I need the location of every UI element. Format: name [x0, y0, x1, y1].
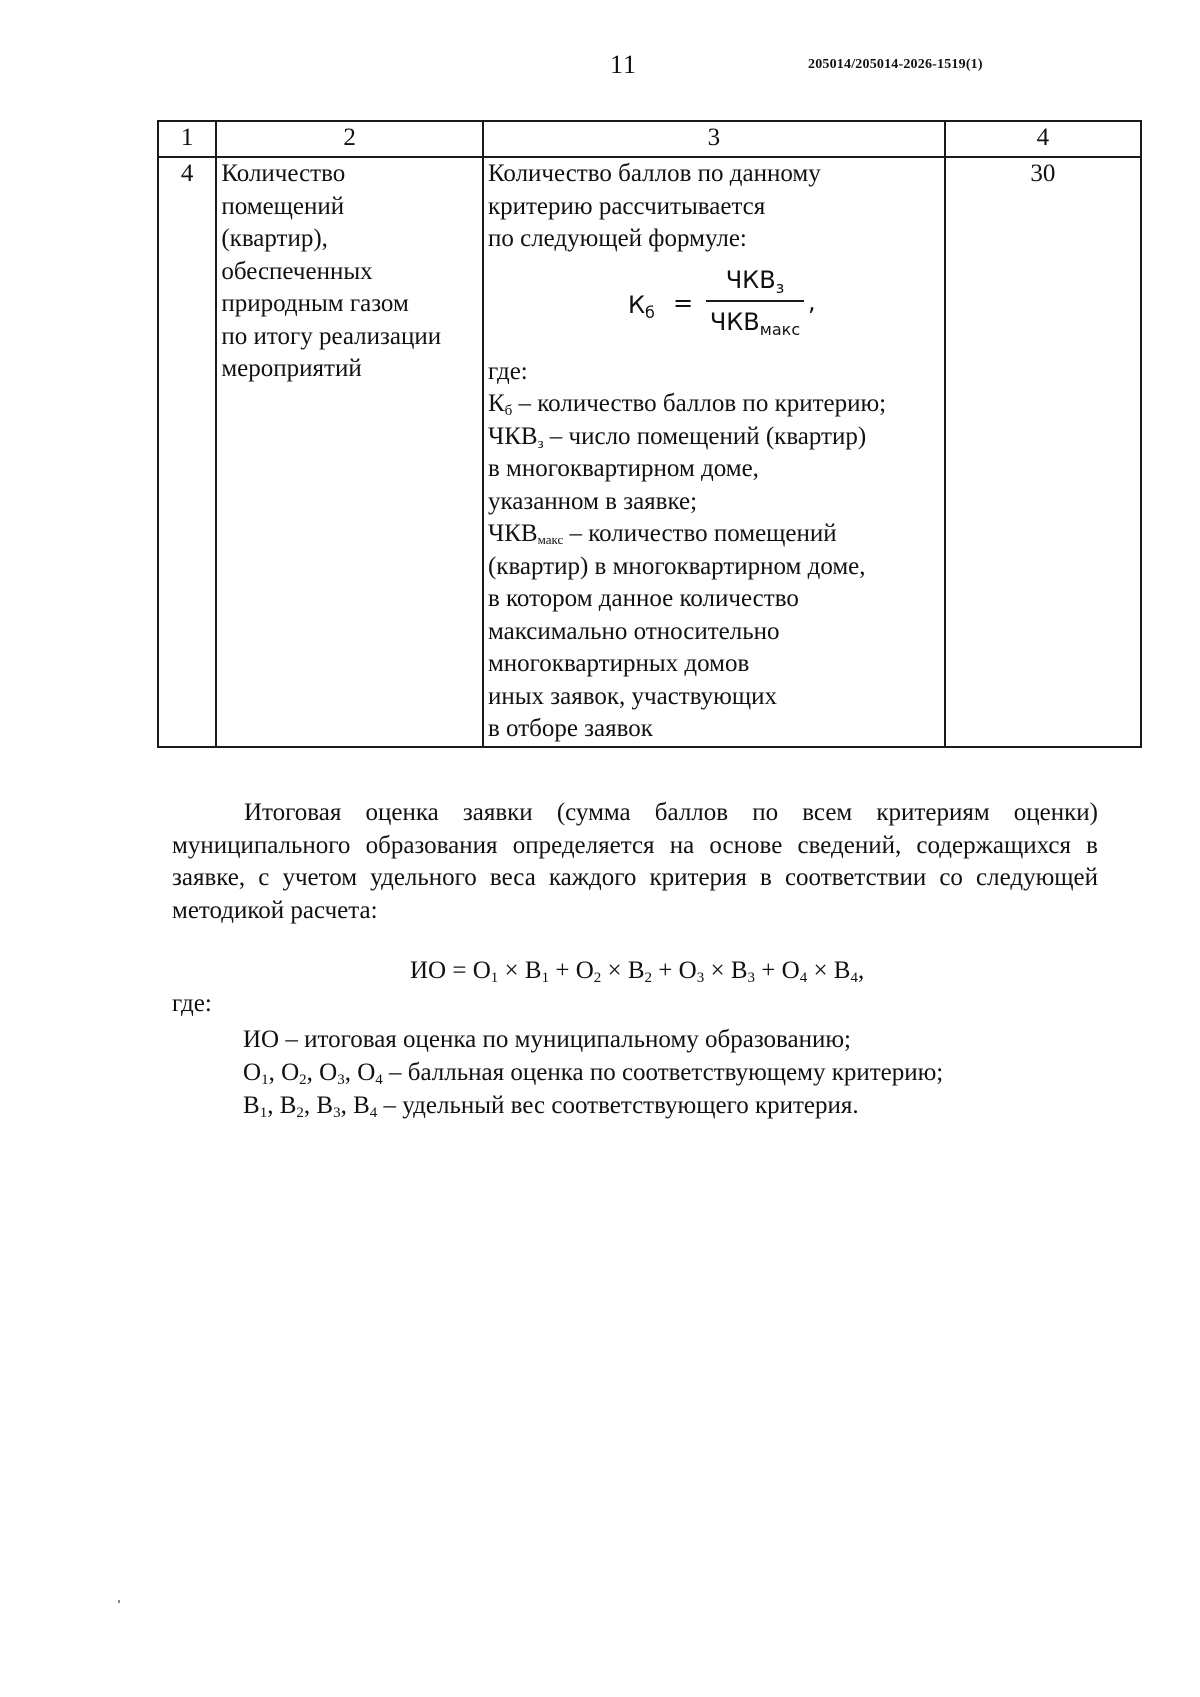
- document-id: 205014/205014-2026-1519(1): [808, 57, 983, 72]
- criterion-line: природным газом: [221, 290, 409, 317]
- legend-o: $О_1$, $О_2$, $О_3$, $О_4$ – балльная оценка по соответствующему критерию;: [243, 1059, 944, 1088]
- score-formula: [488, 256, 940, 356]
- definition-line: в отборе заявок: [487, 715, 653, 742]
- formula-legend: [243, 1023, 943, 1122]
- summary-paragraph: Итоговая оценка заявки (сумма баллов по всем критериям оценки) муниципального образования определяется на основе сведений, содержащихся в заявке, с учетом удельного веса каждого критерия в соответствии со следующей методикой расчета:: [172, 799, 1098, 924]
- where-label: где:: [172, 990, 212, 1017]
- scan-speck: [118, 1600, 120, 1603]
- definition-line: иных заявок, участвующих: [487, 682, 777, 710]
- definition-chkvz: $ЧКВ_з$ – число помещений (квартир): [487, 422, 867, 452]
- column-header-3: 3: [483, 121, 945, 157]
- criterion-line: обеспеченных: [221, 257, 373, 285]
- definition-chkvmax: $ЧКВ_{макс}$ – количество помещений: [487, 520, 837, 547]
- criterion-line: (квартир),: [221, 225, 328, 252]
- legend-v: $В_1$, $В_2$, $В_3$, $В_4$ – удельный вес соответствующего критерия.: [243, 1092, 859, 1121]
- formula-equals: =: [672, 288, 694, 317]
- calculation-method: [483, 157, 945, 747]
- definition-line: в многоквартирном доме,: [487, 455, 759, 482]
- total-score-formula: ИО = $О_1 \times В_1 + О_2 \times В_2 + О_3 \times В_3 + О_4 \times В_4$,: [410, 957, 865, 986]
- column-header-2: 2: [216, 121, 483, 157]
- definition-kb: $К_б$ – количество баллов по критерию;: [487, 390, 887, 419]
- row-number: 4: [158, 157, 216, 747]
- criteria-table: [157, 120, 1142, 748]
- criterion-line: мероприятий: [221, 355, 362, 382]
- formula-numerator: $ЧКВ_з$: [725, 265, 785, 297]
- criterion-line: по итогу реализации: [221, 322, 442, 350]
- formula-denominator: $ЧКВ_{макс}$: [709, 307, 801, 339]
- table-header-row: [158, 121, 1141, 157]
- formula-comma: ,: [807, 287, 816, 316]
- definition-line: многоквартирных домов: [487, 650, 750, 677]
- column-header-1: 1: [158, 121, 216, 157]
- intro-line: критерию рассчитывается: [487, 192, 766, 220]
- definition-line: указанном в заявке;: [487, 487, 698, 515]
- intro-line: Количество баллов по данному: [487, 160, 821, 187]
- definition-line: (квартир) в многоквартирном доме,: [487, 552, 866, 580]
- intro-line: по следующей формуле:: [487, 225, 747, 252]
- where-label: где:: [487, 357, 528, 385]
- criterion-line: Количество: [221, 160, 346, 187]
- criterion-line: помещений: [221, 192, 345, 220]
- formula-fraction: [706, 264, 804, 339]
- definition-line: максимально относительно: [487, 617, 780, 645]
- formula-lhs: $К_б$: [627, 290, 655, 322]
- page-number: 11: [610, 50, 638, 79]
- criterion-name: [216, 157, 483, 747]
- max-score: 30: [945, 157, 1141, 747]
- column-header-4: 4: [945, 121, 1141, 157]
- table-row: [158, 157, 1141, 747]
- definition-line: в котором данное количество: [487, 585, 799, 612]
- fraction-bar: [706, 300, 804, 302]
- legend-io: ИО – итоговая оценка по муниципальному образованию;: [243, 1026, 852, 1053]
